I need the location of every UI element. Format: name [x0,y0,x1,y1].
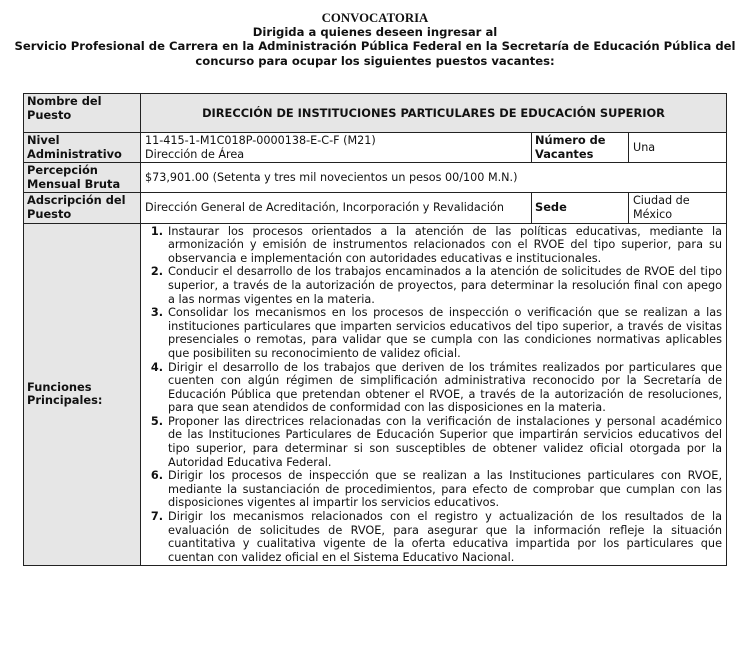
nombre-label: Nombre del Puesto [24,94,141,133]
row-adscripcion [24,193,727,223]
list-item: 2. Conducir el desarrollo de los trabajos encaminados a la atención de solicitudes de RVOE del tipo superior, a través de la autorización de proyectos, para determinar la resolución final con apego a las normas vigentes en la materia. [150,265,723,306]
row-nivel [24,133,727,163]
percepcion-value: $73,901.00 (Setenta y tres mil novecientos un pesos 00/100 M.N.) [141,163,727,193]
header-line-3: concurso para ocupar los siguientes puestos vacantes: [195,53,555,68]
nombre-value: DIRECCIÓN DE INSTITUCIONES PARTICULARES DE EDUCACIÓN SUPERIOR [141,94,727,133]
nivel-desc: Dirección de Área [145,147,245,161]
sede-label: Sede [532,193,629,223]
funciones-list [145,225,722,565]
header-line-1: Dirigida a quienes deseen ingresar al [252,25,498,40]
position-table [23,93,727,566]
list-item: 4. Dirigir el desarrollo de los trabajos que deriven de los trámites realizados por particulares que cuenten con algún régimen de simplificación administrativa reconocido por la Secretaría de Educación Pública que pretendan obtener el RVOE, a través de la autorización de resoluciones, para que sean atendidos de conformidad con las disposiciones en la materia. [150,360,723,415]
list-item: 6. Dirigir los procesos de inspección que se realizan a las Instituciones particulares con RVOE, mediante la sustanciación de procedimientos, para efecto de comprobar que cumplan con las disposiciones vigentes al impartir los servicios educativos. [150,469,723,510]
nivel-code: 11-415-1-M1C018P-0000138-E-C-F (M21) [145,134,376,147]
row-percepcion [24,163,727,193]
vacantes-value: Una [629,133,727,163]
adscripcion-label: Adscripción del Puesto [24,193,141,223]
percepcion-label: Percepción Mensual Bruta [24,163,141,193]
vacantes-label: Número de Vacantes [532,133,629,163]
funciones-label: Funciones Principales: [24,223,141,566]
document-header [0,0,750,68]
list-item: 1. Instaurar los procesos orientados a la atención de las políticas educativas, mediante la armonización y emisión de instrumentos relacionados con el RVOE del tipo superior, para su observancia e implementación con autoridades educativas e institucionales. [150,224,723,265]
list-item: 7. Dirigir los mecanismos relacionados con el registro y actualización de los resultados de la evaluación de solicitudes de RVOE, para asegurar que la información refleje la situación cuantitativa y cualitativa vigente de la oferta educativa impartida por los particulares que cuentan con validez oficial en el Sistema Educativo Nacional. [150,510,723,564]
list-item: 3. Consolidar los mecanismos en los procesos de inspección o verificación que se realizan a las instituciones particulares que imparten servicios educativos del tipo superior, a través de visitas presenciales o remotas, para validar que se cumpla con las condiciones normativas aplicables que posibiliten su reconocimiento de validez oficial. [150,306,723,360]
sede-value: Ciudad de México [629,193,727,223]
header-line-2: Servicio Profesional de Carrera en la Administración Pública Federal en la Secretaría de Educación Pública del [14,39,736,54]
row-funciones [24,223,727,566]
list-item: 5. Proponer las directrices relacionadas con la verificación de instalaciones y personal académico de las Instituciones Particulares de Educación Superior que impartirán servicios educativos del tipo superior, para determinar si son susceptibles de obtener validez oficial otorgada por la Autoridad Educativa Federal. [150,414,723,469]
row-nombre [24,94,727,133]
funciones-cell [141,223,727,566]
nivel-label: Nivel Administrativo [24,133,141,163]
header-title: CONVOCATORIA [321,11,429,25]
adscripcion-value: Dirección General de Acreditación, Incorporación y Revalidación [141,193,532,223]
nivel-value [141,133,532,163]
